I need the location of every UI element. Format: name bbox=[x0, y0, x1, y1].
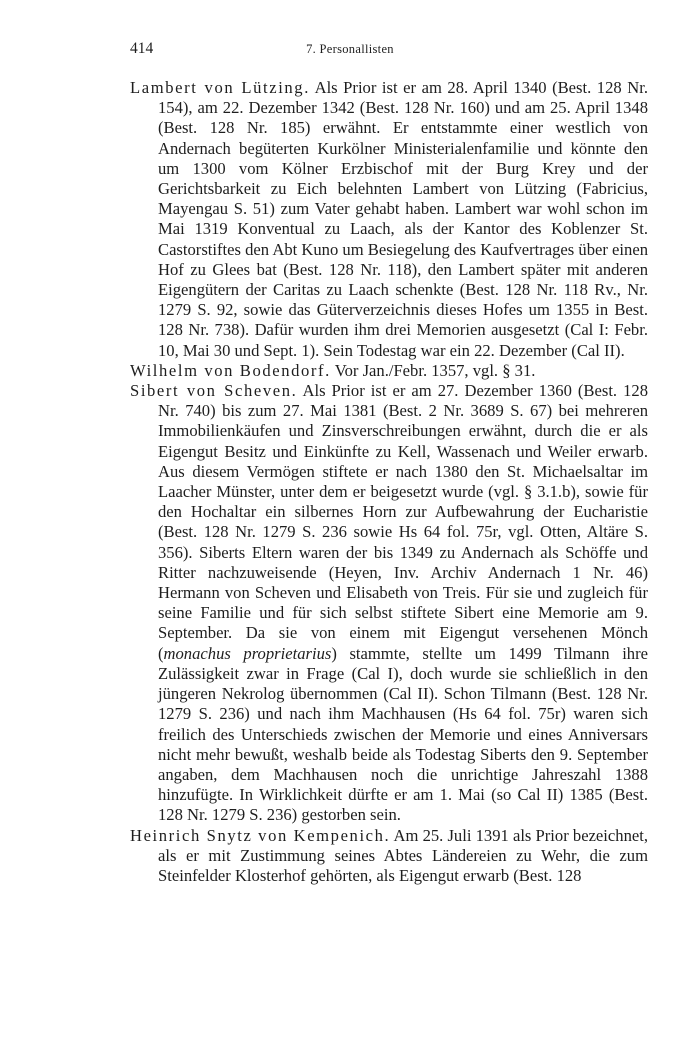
entry-name: Sibert von Scheven. bbox=[130, 381, 298, 401]
entry-name: Heinrich Snytz von Kempenich. bbox=[130, 825, 391, 845]
entry-text: Vor Jan./Febr. 1357, vgl. § 31. bbox=[330, 360, 536, 380]
entry-lambert-von-luetzing bbox=[130, 78, 648, 361]
running-title: 7. Personallisten bbox=[306, 42, 394, 56]
entry-text: Als Prior ist er am 27. Dezember 1360 (Best. 128 Nr. 740) bis zum 27. Mai 1381 (Best. 2 Nr. 3689 S. 67) bei mehreren Immobilienkäufen und Zinsverschreibungen erwähnt, durch die er als Eigengut Besitz und Einkünfte zu Kell, Wassenach und Weiler erwarb. Aus diesem Vermögen stiftete er nach 1380 den St. Michaelsaltar im Laacher Münster, unter dem er beigesetzt wurde (vgl. § 3.1.b), sowie für den Hochaltar ein silbernes Horn zur Aufbewahrung der Eucharistie (Best. 128 Nr. 1279 S. 236 sowie Hs 64 fol. 75r, vgl. Otten, Altäre S. 356). Siberts Eltern waren der bis 1349 zu Andernach als Schöffe und Ritter nachzuweisende (Heyen, Inv. Archiv Andernach 1 Nr. 46) Hermann von Scheven und Elisabeth von Treis. Für sie und zugleich für seine Familie und für sich selbst stiftete Sibert eine Memorie am 9. September. Da sie von einem mit Eigengut versehenen Mönch ( bbox=[158, 381, 648, 663]
entry-heinrich-snytz-von-kempenich bbox=[130, 826, 648, 887]
latin-term: monachus proprietarius bbox=[163, 643, 332, 663]
entry-sibert-von-scheven bbox=[130, 381, 648, 825]
entry-text-continued: ) stammte, stellte um 1499 Tilmann ihre Zulässigkeit zwar in Frage (Cal I), doch wurde sie schließlich in den jüngeren Nekrolog übernommen (Cal II). Schon Tilmann (Best. 128 Nr. 1279 S. 236) und nach ihm Machhausen (Hs 64 fol. 75r) waren sich freilich des Unterschieds zwischen der Memorie und eines Anniversars nicht mehr bewußt, weshalb beide als Todestag Siberts den 9. September angaben, dem Machhausen noch die unrichtige Jahreszahl 1388 hinzufügte. In Wirklichkeit dürfte er am 1. Mai (so Cal II) 1385 (Best. 128 Nr. 1279 S. 236) gestorben sein. bbox=[158, 643, 648, 825]
entry-wilhelm-von-bodendorf bbox=[130, 361, 648, 381]
body-text bbox=[130, 78, 648, 886]
page-number: 414 bbox=[130, 40, 154, 57]
entry-name: Wilhelm von Bodendorf. bbox=[130, 360, 331, 380]
entry-text: Als Prior ist er am 28. April 1340 (Best. 128 Nr. 154), am 22. Dezember 1342 (Best. 128 Nr. 160) und am 25. April 1348 (Best. 128 Nr. 185) erwähnt. Er entstammte einer westlich von Andernach begüterten Kurkölner Ministerialenfamilie und könnte den um 1300 vom Kölner Erzbischof mit der Burg Krey und der Gerichtsbarkeit zu Eich belehnten Lambert von Lützing (Fabricius, Mayengau S. 51) zum Vater gehabt haben. Lambert war wohl schon im Mai 1319 Konventual zu Laach, als der Kantor des Koblenzer St. Castorstiftes den Abt Kuno um Besiegelung des Kaufvertrages über einen Hof zu Glees bat (Best. 128 Nr. 118), den Lambert später mit anderen Eigengütern der Caritas zu Laach schenkte (Best. 128 Nr. 118 Rv., Nr. 1279 S. 92, sowie das Güterverzeichnis dieses Hofes um 1355 in Best. 128 Nr. 738). Dafür wurden ihm drei Memorien ausgesetzt (Cal I: Febr. 10, Mai 30 und Sept. 1). Sein Todestag war ein 22. Dezember (Cal II). bbox=[158, 78, 648, 360]
entry-text: Am 25. Juli 1391 als Prior bezeichnet, als er mit Zustimmung seines Abtes Ländereien zu Wehr, die zum Steinfelder Klosterhof gehörten, als Eigengut erwarb (Best. 128 bbox=[158, 825, 648, 885]
entry-name: Lambert von Lützing. bbox=[130, 78, 310, 97]
